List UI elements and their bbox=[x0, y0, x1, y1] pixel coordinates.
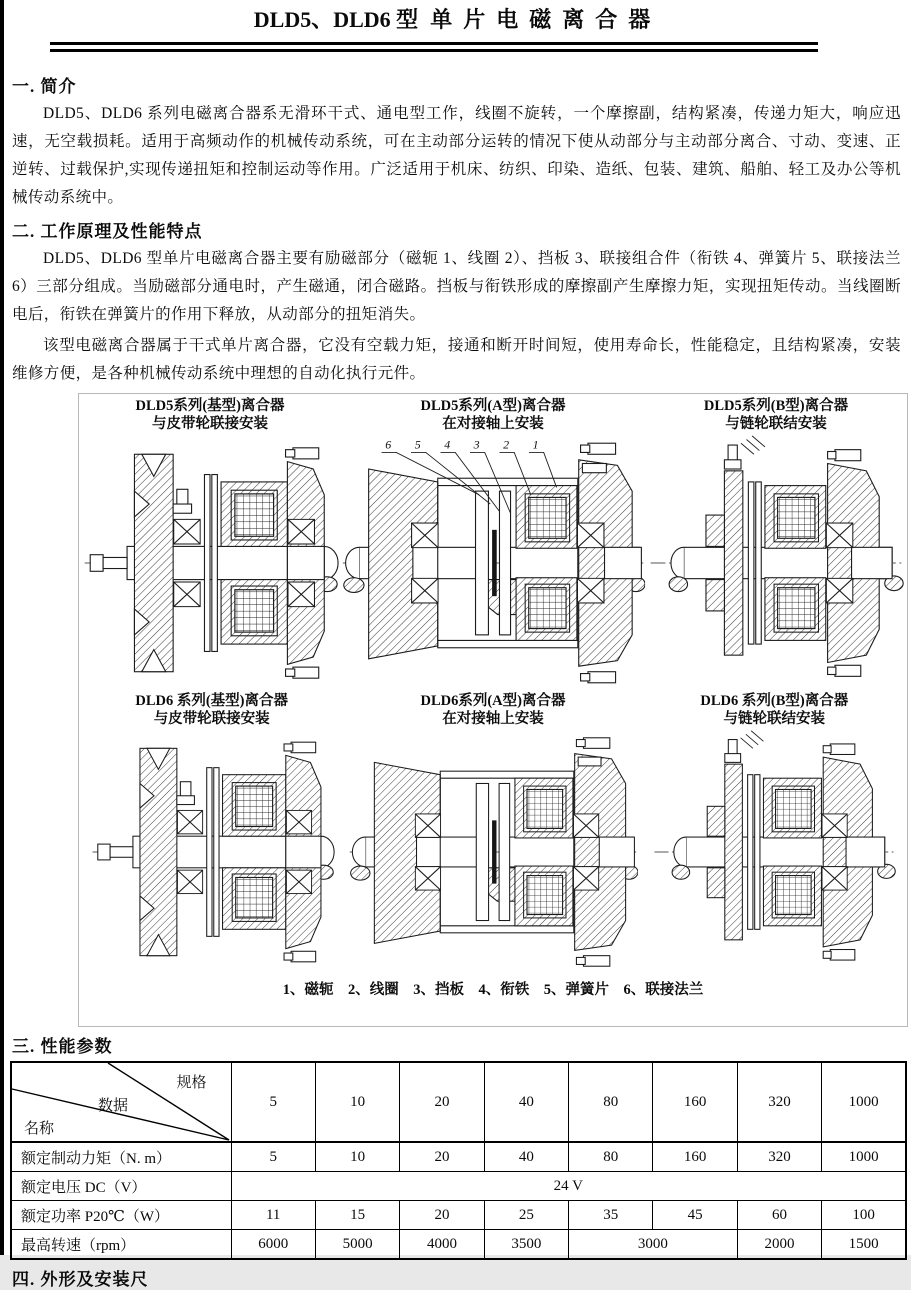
table-cell: 60 bbox=[737, 1201, 821, 1230]
table-cell-span: 3000 bbox=[569, 1230, 738, 1260]
table-cell: 160 bbox=[653, 1142, 737, 1172]
figure-row-dld6 bbox=[79, 692, 907, 975]
title-model-code: DLD5、DLD6 型 bbox=[253, 7, 419, 32]
figure-caption bbox=[135, 397, 284, 434]
figure-dld5-a-type bbox=[341, 397, 645, 692]
table-cell: 80 bbox=[569, 1142, 653, 1172]
column-header: 5 bbox=[231, 1062, 315, 1142]
figure-panel bbox=[78, 393, 908, 1027]
figure-caption bbox=[135, 692, 288, 729]
callout-5: 5 bbox=[414, 437, 421, 452]
clutch-cross-section-diagram bbox=[81, 434, 339, 692]
table-cell: 2000 bbox=[737, 1230, 821, 1260]
figure-dld5-basic bbox=[79, 397, 341, 692]
figure-caption-title: DLD5系列(A型)离合器 bbox=[420, 398, 566, 414]
figure-caption-title: DLD5系列(B型)离合器 bbox=[703, 398, 849, 414]
figure-caption-subtitle: 与链轮联结安装 bbox=[725, 416, 827, 432]
figure-caption bbox=[700, 692, 848, 729]
table-cell: 35 bbox=[569, 1201, 653, 1230]
section-2-paragraph-1: DLD5、DLD6 型单片电磁离合器主要有励磁部分（磁轭 1、线圈 2）、挡板 3、联接组合件（衔铁 4、弹簧片 5、联接法兰 6）三部分组成。当励磁部分通电时，产生磁通，闭合磁路。挡板与衔铁形成的摩擦副产生摩擦力矩，实现扭矩传动。当线圈断电后，衔铁在弹簧片的作用下释放，从动部分的扭矩消失。 bbox=[12, 250, 901, 323]
section-2-heading: 二. 工作原理及性能特点 bbox=[12, 222, 203, 241]
figure-caption-subtitle: 在对接轴上安装 bbox=[442, 711, 544, 727]
corner-label-data: 数据 bbox=[98, 1098, 129, 1114]
row-label: 最高转速（rpm） bbox=[11, 1230, 231, 1260]
table-cell: 15 bbox=[315, 1201, 399, 1230]
table-row-voltage bbox=[11, 1172, 906, 1201]
section-1-paragraph: DLD5、DLD6 系列电磁离合器系无滑环干式、通电型工作，线圈不旋转，一个摩擦副，结构紧凑，传递力矩大，响应迅速，无空载损耗。适用于高频动作的机械传动系统，可在主动部分运转的情况下使从动部分与主动部分离合、寸动、变速、正逆转、过载保护,实现传递扭矩和控制运动等作用。广泛适用于机床、纺织、印染、造纸、包装、建筑、船舶、轻工及办公等机械传动系统中。 bbox=[12, 105, 901, 206]
table-cell: 1500 bbox=[822, 1230, 906, 1260]
corner-label-name: 名称 bbox=[24, 1121, 55, 1137]
title-divider bbox=[50, 42, 818, 52]
section-3-heading: 三. 性能参数 bbox=[12, 1037, 113, 1056]
column-header: 10 bbox=[315, 1062, 399, 1142]
clutch-cross-section-diagram bbox=[651, 729, 897, 975]
figure-caption-subtitle: 在对接轴上安装 bbox=[442, 416, 544, 432]
table-cell: 40 bbox=[484, 1142, 568, 1172]
table-cell: 5 bbox=[231, 1142, 315, 1172]
section-1-heading: 一. 简介 bbox=[12, 77, 77, 96]
callout-6: 6 bbox=[385, 437, 392, 452]
figure-legend: 1、磁轭 2、线圈 3、挡板 4、衔铁 5、弹簧片 6、联接法兰 bbox=[282, 982, 704, 998]
table-cell: 6000 bbox=[231, 1230, 315, 1260]
figure-caption-title: DLD6系列(A型)离合器 bbox=[420, 693, 566, 709]
page-title bbox=[4, 6, 911, 34]
corner-label-spec: 规格 bbox=[176, 1075, 207, 1091]
table-row-power bbox=[11, 1201, 906, 1230]
figure-dld6-basic bbox=[79, 692, 344, 975]
table-cell: 100 bbox=[822, 1201, 906, 1230]
title-product-name: 单片电磁离合器 bbox=[430, 7, 662, 32]
column-header: 1000 bbox=[822, 1062, 906, 1142]
table-cell: 20 bbox=[400, 1201, 484, 1230]
callout-2: 2 bbox=[503, 437, 510, 452]
figure-caption bbox=[704, 397, 848, 434]
performance-parameters-table bbox=[10, 1061, 907, 1260]
figure-caption-title: DLD6 系列(B型)离合器 bbox=[700, 693, 849, 709]
column-header: 160 bbox=[653, 1062, 737, 1142]
figure-caption bbox=[420, 692, 565, 729]
figure-caption-subtitle: 与皮带轮联接安装 bbox=[151, 416, 268, 432]
figure-caption-title: DLD5系列(基型)离合器 bbox=[135, 398, 285, 414]
table-cell: 5000 bbox=[315, 1230, 399, 1260]
clutch-cross-section-diagram bbox=[348, 729, 638, 975]
table-cell: 25 bbox=[484, 1201, 568, 1230]
column-header: 40 bbox=[484, 1062, 568, 1142]
clutch-cross-section-diagram bbox=[647, 434, 905, 692]
row-label: 额定功率 P20℃（W） bbox=[11, 1201, 231, 1230]
section-2-paragraph-2: 该型电磁离合器属于干式单片离合器，它没有空载力矩，接通和断开时间短，使用寿命长，性能稳定，且结构紧凑，安装维修方便，是各种机械传动系统中理想的自动化执行元件。 bbox=[12, 337, 901, 382]
table-header-row bbox=[11, 1062, 906, 1142]
clutch-cross-section-diagram bbox=[89, 729, 335, 975]
figure-dld6-b-type bbox=[642, 692, 907, 975]
table-cell: 10 bbox=[315, 1142, 399, 1172]
figure-dld5-b-type bbox=[645, 397, 907, 692]
table-row-torque bbox=[11, 1142, 906, 1172]
callout-1: 1 bbox=[532, 437, 539, 452]
row-label: 额定电压 DC（V） bbox=[11, 1172, 231, 1201]
column-header: 320 bbox=[737, 1062, 821, 1142]
clutch-cross-section-diagram bbox=[341, 434, 645, 692]
column-header: 20 bbox=[400, 1062, 484, 1142]
row-label: 额定制动力矩（N. m） bbox=[11, 1142, 231, 1172]
section-4-heading: 四. 外形及安装尺 bbox=[12, 1270, 149, 1289]
figure-caption bbox=[421, 397, 566, 434]
table-cell: 45 bbox=[653, 1201, 737, 1230]
table-cell: 4000 bbox=[400, 1230, 484, 1260]
table-cell: 11 bbox=[231, 1201, 315, 1230]
figure-caption-subtitle: 与链轮联结安装 bbox=[723, 711, 826, 727]
corner-diagonal-cell bbox=[12, 1063, 231, 1141]
figure-dld6-a-type bbox=[344, 692, 641, 975]
table-cell: 1000 bbox=[822, 1142, 906, 1172]
table-corner-cell bbox=[11, 1062, 231, 1142]
column-header: 80 bbox=[569, 1062, 653, 1142]
callout-3: 3 bbox=[473, 437, 480, 452]
figure-caption-subtitle: 与皮带轮联接安装 bbox=[153, 711, 270, 727]
table-cell: 20 bbox=[400, 1142, 484, 1172]
callout-4: 4 bbox=[444, 437, 451, 452]
table-cell-span: 24 V bbox=[231, 1172, 906, 1201]
table-cell: 3500 bbox=[484, 1230, 568, 1260]
figure-caption-title: DLD6 系列(基型)离合器 bbox=[135, 693, 289, 709]
figure-row-dld5 bbox=[79, 397, 907, 692]
table-cell: 320 bbox=[737, 1142, 821, 1172]
table-row-max-speed bbox=[11, 1230, 906, 1260]
